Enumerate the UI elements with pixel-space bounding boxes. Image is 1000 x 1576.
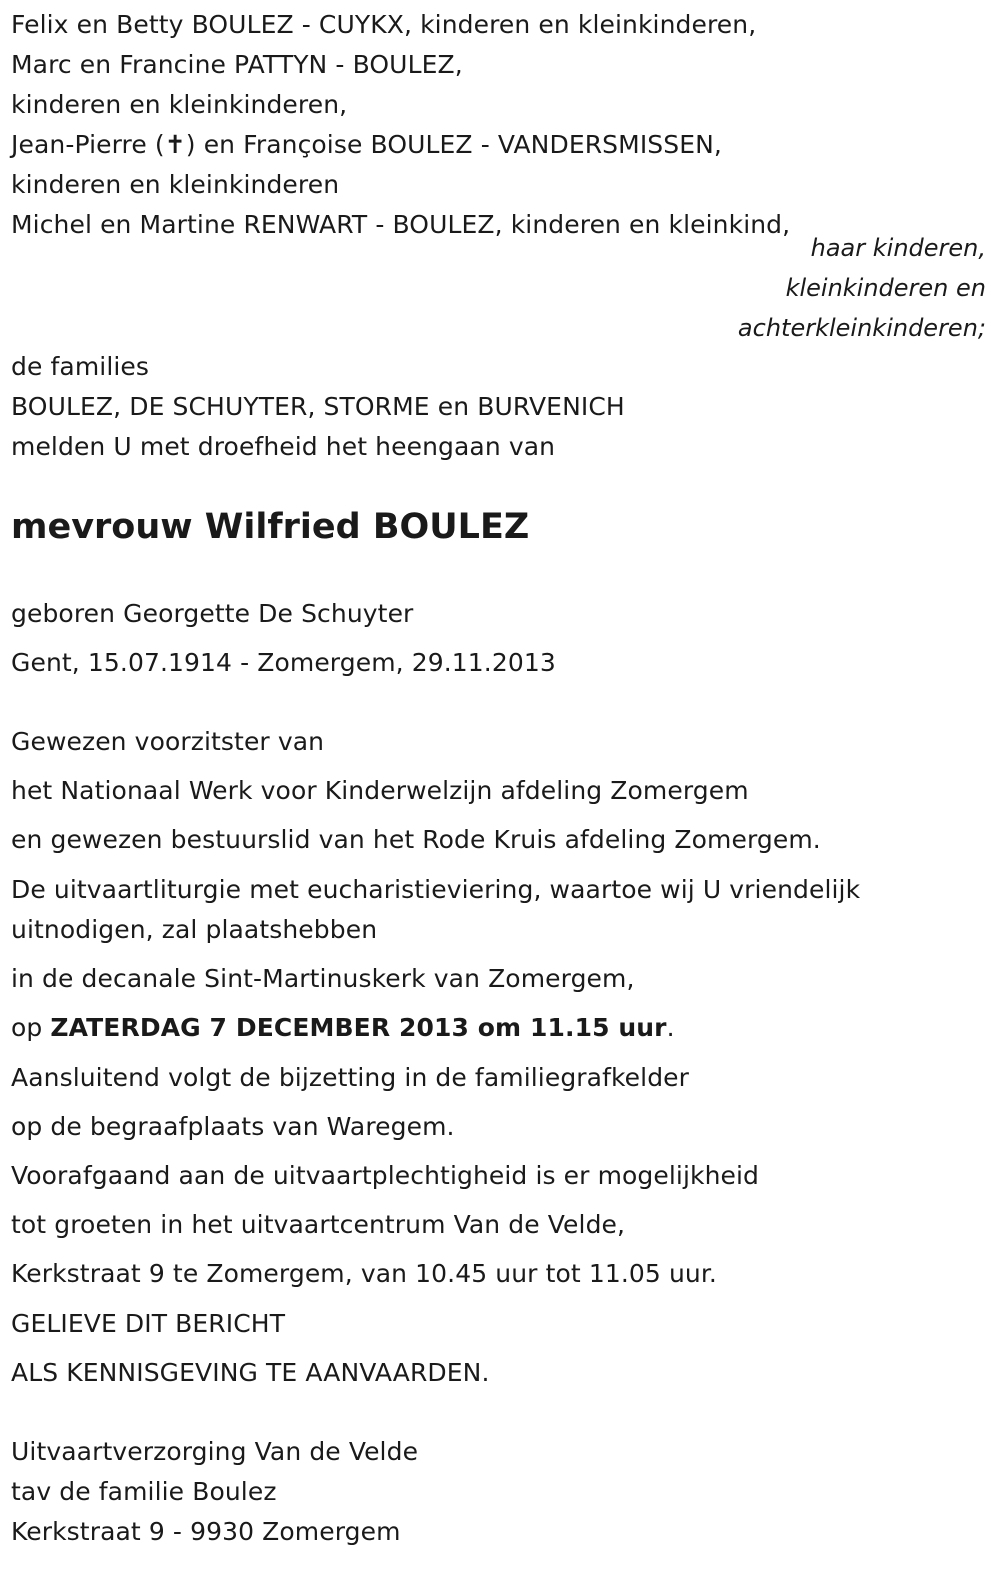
deceased-name: mevrouw Wilfried BOULEZ [11, 507, 530, 547]
announcement-line-1: de families [11, 352, 150, 381]
family-line-2: Marc en Francine PATTYN - BOULEZ, [11, 50, 463, 79]
funeral-datetime: ZATERDAG 7 DECEMBER 2013 om 11.15 uur [50, 1013, 667, 1042]
contact-line-1: Uitvaartverzorging Van de Velde [11, 1437, 419, 1466]
funeral-suffix: . [666, 1013, 675, 1042]
funeral-prefix: op [11, 1013, 51, 1042]
born-name: geboren Georgette De Schuyter [11, 599, 414, 628]
descendants-line-2: kleinkinderen en [785, 274, 986, 302]
detail-line-12: GELIEVE DIT BERICHT [11, 1309, 286, 1338]
detail-line-5: in de decanale Sint-Martinuskerk van Zomergem, [11, 964, 635, 993]
life-dates: Gent, 15.07.1914 - Zomergem, 29.11.2013 [11, 648, 556, 677]
descendants-line-3: achterkleinkinderen; [737, 314, 986, 342]
detail-line-3: en gewezen bestuurslid van het Rode Kruis afdeling Zomergem. [11, 825, 821, 854]
announcement-line-3: melden U met droefheid het heengaan van [11, 432, 556, 461]
funeral-datetime-line [11, 1013, 675, 1043]
family-line-3: kinderen en kleinkinderen, [11, 90, 348, 119]
detail-line-10: tot groeten in het uitvaartcentrum Van de Velde, [11, 1210, 626, 1239]
detail-line-8: op de begraafplaats van Waregem. [11, 1112, 455, 1141]
detail-line-7: Aansluitend volgt de bijzetting in de familiegrafkelder [11, 1063, 690, 1092]
detail-line-4a: De uitvaartliturgie met eucharistieviering, waartoe wij U vriendelijk [11, 875, 861, 904]
family-line-1: Felix en Betty BOULEZ - CUYKX, kinderen en kleinkinderen, [11, 10, 757, 39]
family-line-6: Michel en Martine RENWART - BOULEZ, kinderen en kleinkind, [11, 210, 791, 239]
descendants-line-1: haar kinderen, [810, 234, 986, 262]
detail-line-11: Kerkstraat 9 te Zomergem, van 10.45 uur tot 11.05 uur. [11, 1259, 717, 1288]
contact-line-2: tav de familie Boulez [11, 1477, 277, 1506]
contact-line-3: Kerkstraat 9 - 9930 Zomergem [11, 1517, 401, 1546]
family-line-5: kinderen en kleinkinderen [11, 170, 340, 199]
detail-line-2: het Nationaal Werk voor Kinderwelzijn afdeling Zomergem [11, 776, 749, 805]
detail-line-9: Voorafgaand aan de uitvaartplechtigheid is er mogelijkheid [11, 1161, 760, 1190]
announcement-line-2: BOULEZ, DE SCHUYTER, STORME en BURVENICH [11, 392, 625, 421]
family-line-4: Jean-Pierre (✝) en Françoise BOULEZ - VANDERSMISSEN, [11, 130, 722, 159]
detail-line-4b: uitnodigen, zal plaatshebben [11, 915, 378, 944]
detail-line-1: Gewezen voorzitster van [11, 727, 325, 756]
detail-line-13: ALS KENNISGEVING TE AANVAARDEN. [11, 1358, 490, 1387]
